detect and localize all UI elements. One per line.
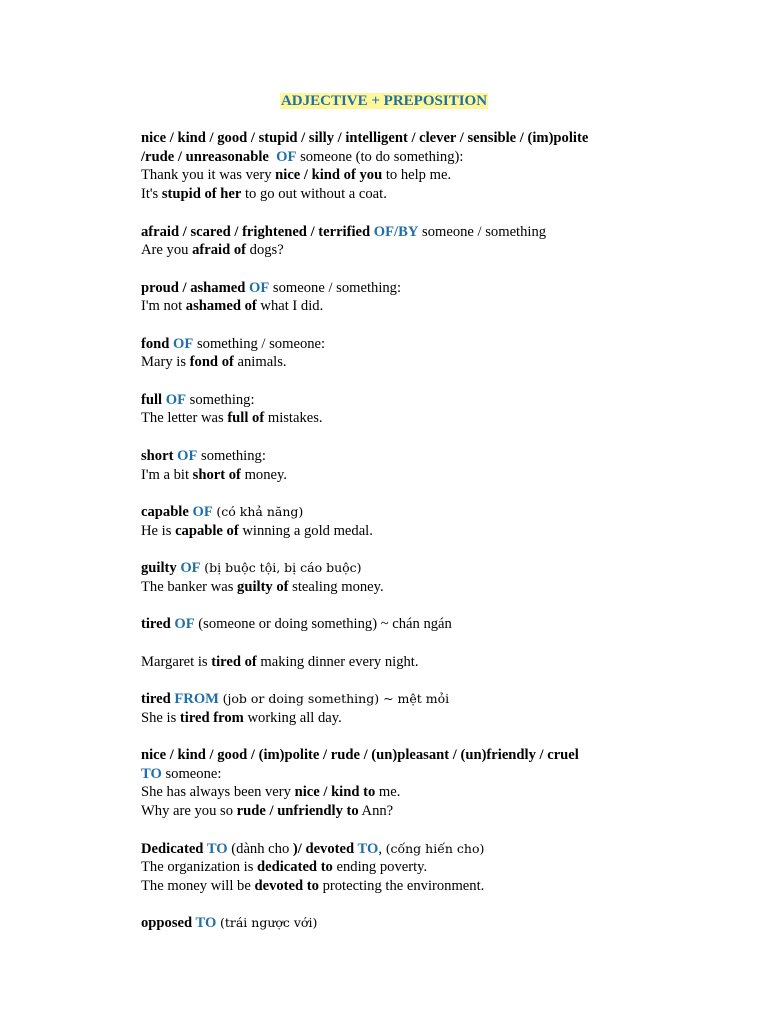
entry-line <box>141 447 741 466</box>
plain-text: someone: <box>161 765 222 782</box>
preposition-text: OF <box>249 279 270 296</box>
bold-text: afraid of <box>192 242 246 259</box>
plain-text: Thank you it was very <box>141 167 276 184</box>
translation-text: (có khả năng) <box>216 503 304 519</box>
entry-block <box>141 914 741 933</box>
entry-line <box>141 840 741 859</box>
bold-text: rude / unfriendly to <box>236 803 359 820</box>
bold-text: nice / kind of you <box>275 167 383 184</box>
plain-text: mistakes. <box>264 410 323 427</box>
bold-text: capable <box>141 503 193 520</box>
plain-text: me. <box>375 784 401 801</box>
entry-line <box>141 877 741 896</box>
preposition-text: OF <box>180 560 201 577</box>
entry-line <box>141 166 741 185</box>
preposition-text: OF <box>165 391 187 408</box>
entry-line <box>141 765 741 784</box>
plain-text: dogs? <box>246 242 284 259</box>
preposition-text: OF/BY <box>373 223 419 240</box>
entry-block <box>141 559 741 596</box>
plain-text: money. <box>240 466 287 483</box>
plain-text: what I did. <box>256 298 324 315</box>
plain-text: It's <box>141 186 162 203</box>
bold-text: nice / kind / good / (im)polite / rude / (un)pleasant / (un)friendly / cruel <box>141 747 579 764</box>
plain-text: She is <box>141 709 180 726</box>
plain-text: Why are you so <box>141 803 237 820</box>
entry-block <box>141 223 741 260</box>
entry-line <box>141 690 741 709</box>
entry-line <box>141 858 741 877</box>
bold-text: fond of <box>189 354 234 371</box>
entry-line <box>141 615 741 634</box>
bold-text: short <box>141 447 178 464</box>
plain-text: I'm not <box>141 298 186 315</box>
preposition-text: TO <box>141 765 162 782</box>
entry-line <box>141 802 741 821</box>
bold-text: fond <box>141 335 174 352</box>
preposition-text: OF <box>174 616 195 633</box>
entry-line <box>141 503 741 522</box>
bold-text: proud / ashamed <box>141 279 249 296</box>
preposition-text: OF <box>177 447 198 464</box>
plain-text: Margaret is <box>141 653 212 670</box>
entry-line <box>141 409 741 428</box>
translation-text: (bị buộc tội, bị cáo buộc) <box>204 560 362 576</box>
preposition-text: FROM <box>174 690 219 707</box>
bold-text: guilty of <box>237 578 289 595</box>
entry-line <box>141 746 741 765</box>
entry-line <box>141 148 741 167</box>
bold-text: stupid of her <box>161 186 242 203</box>
translation-text: (trái ngược với) <box>219 915 318 931</box>
bold-text: devoted to <box>254 877 319 894</box>
entry-line <box>141 709 741 728</box>
entry-line <box>141 522 741 541</box>
plain-text: The letter was <box>141 410 228 427</box>
plain-text: protecting the environment. <box>318 877 485 894</box>
entry-line <box>141 466 741 485</box>
bold-text: nice / kind to <box>294 784 376 801</box>
bold-text: nice / kind / good / stupid / silly / intelligent / clever / sensible / (im)polite <box>141 130 589 146</box>
bold-text: full <box>141 391 166 408</box>
plain-text: (someone or doing something) ~ chán ngán <box>194 616 452 633</box>
plain-text: Ann? <box>358 803 394 820</box>
plain-text: stealing money. <box>288 578 384 595</box>
bold-text: ashamed of <box>185 298 257 315</box>
bold-text: tired of <box>211 653 257 670</box>
plain-text: something: <box>197 447 266 464</box>
bold-text: full of <box>227 410 265 427</box>
bold-text: tired from <box>179 709 244 726</box>
plain-text: The organization is <box>141 859 258 876</box>
plain-text: He is <box>141 522 176 539</box>
entries-list <box>141 129 741 952</box>
preposition-text: OF <box>173 335 194 352</box>
entry-line <box>141 783 741 802</box>
preposition-text: OF <box>276 148 297 165</box>
entry-line <box>141 353 741 372</box>
plain-text: Mary is <box>141 354 190 371</box>
entry-block <box>141 279 741 316</box>
translation-text: (cống hiến cho) <box>385 840 485 856</box>
entry-line <box>141 223 741 242</box>
plain-text: someone (to do something): <box>296 148 464 165</box>
entry-block <box>141 447 741 484</box>
bold-text: dedicated to <box>257 859 333 876</box>
preposition-text: TO <box>357 840 379 857</box>
plain-text: to help me. <box>382 167 452 184</box>
entry-line <box>141 185 741 204</box>
page-title <box>0 92 768 111</box>
plain-text: The banker was <box>141 578 238 595</box>
plain-text: to go out without a coat. <box>241 186 387 203</box>
bold-text: afraid / scared / frightened / terrified <box>141 223 374 240</box>
entry-line <box>141 914 741 933</box>
entry-line <box>141 297 741 316</box>
entry-line <box>141 653 741 672</box>
preposition-text: TO <box>195 915 217 932</box>
bold-text: /rude / unreasonable <box>141 148 277 165</box>
bold-text: opposed <box>141 915 196 932</box>
page-title-text: ADJECTIVE + PREPOSITION <box>280 93 488 109</box>
plain-text: , <box>378 840 386 857</box>
preposition-text: TO <box>206 840 228 857</box>
bold-text: capable of <box>175 522 239 539</box>
entry-block <box>141 746 741 821</box>
entry-line <box>141 279 741 298</box>
entry-line <box>141 129 741 148</box>
entry-block <box>141 690 741 727</box>
translation-text: (job or doing something) ~ mệt mỏi <box>222 690 450 706</box>
plain-text: I'm a bit <box>141 466 193 483</box>
entry-block <box>141 129 741 204</box>
bold-text: tired <box>141 616 175 633</box>
bold-text: tired <box>141 690 175 707</box>
plain-text: She has always been very <box>141 784 295 801</box>
entry-line <box>141 241 741 260</box>
plain-text: winning a gold medal. <box>238 522 373 539</box>
plain-text: someone / something: <box>269 279 402 296</box>
entry-line <box>141 391 741 410</box>
entry-block <box>141 653 741 672</box>
plain-text: something: <box>186 391 255 408</box>
plain-text: (dành cho <box>227 840 293 857</box>
entry-block <box>141 391 741 428</box>
entry-block <box>141 503 741 540</box>
entry-line <box>141 335 741 354</box>
plain-text: making dinner every night. <box>256 653 419 670</box>
plain-text: Are you <box>141 242 193 259</box>
entry-block <box>141 840 741 896</box>
plain-text: someone / something <box>418 223 547 240</box>
preposition-text: OF <box>192 503 213 520</box>
entry-line <box>141 559 741 578</box>
entry-block <box>141 615 741 634</box>
bold-text: Dedicated <box>141 840 207 857</box>
bold-text: )/ devoted <box>292 840 358 857</box>
plain-text: working all day. <box>243 709 342 726</box>
bold-text: guilty <box>141 560 181 577</box>
plain-text: something / someone: <box>193 335 326 352</box>
plain-text: animals. <box>233 354 287 371</box>
bold-text: short of <box>192 466 241 483</box>
plain-text: The money will be <box>141 877 255 894</box>
entry-block <box>141 335 741 372</box>
entry-line <box>141 578 741 597</box>
plain-text: ending poverty. <box>332 859 428 876</box>
